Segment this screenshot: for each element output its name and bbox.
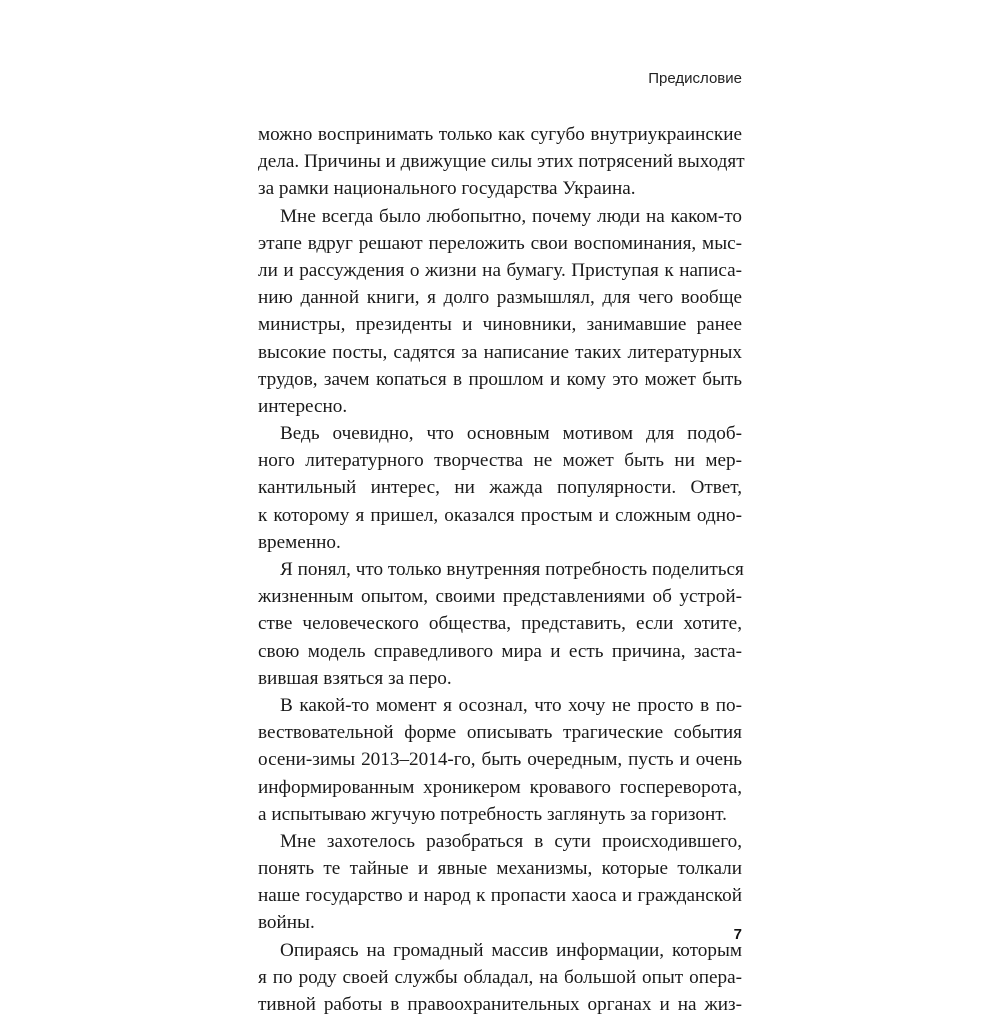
text-line: этапе вдруг решают переложить свои воспоминания, мыс- [258, 232, 742, 254]
paragraph [258, 203, 742, 421]
body-text [258, 121, 745, 1018]
text-line: высокие посты, садятся за написание таких литературных [258, 341, 742, 363]
text-line: ного литературного творчества не может быть ни мер- [258, 450, 742, 472]
paragraph [258, 692, 742, 828]
text-line: кантильный интерес, ни жажда популярности. Ответ, [258, 477, 742, 499]
text-line: трудов, зачем копаться в прошлом и кому это может быть [258, 368, 742, 390]
paragraph [258, 121, 745, 203]
text-line: ли и рассуждения о жизни на бумагу. Приступая к написа- [258, 259, 742, 281]
text-line: Мне всегда было любопытно, почему люди на каком-то [280, 205, 742, 227]
text-line: а испытываю жгучую потребность заглянуть за горизонт. [258, 803, 727, 825]
paragraph [258, 828, 742, 937]
text-line: понять те тайные и явные механизмы, которые толкали [258, 858, 742, 880]
text-line: Опираясь на громадный массив информации, которым [280, 939, 742, 961]
text-line: вившая взяться за перо. [258, 667, 452, 689]
text-line: жизненным опытом, своими представлениями об устрой- [258, 586, 742, 608]
text-line: я по роду своей службы обладал, на большой опыт опера- [258, 966, 742, 988]
text-line: информированным хроникером кровавого госпереворота, [258, 776, 742, 798]
text-line: можно воспринимать только как сугубо внутриукраинские [258, 124, 742, 145]
text-line: нию данной книги, я долго размышлял, для чего вообще [258, 287, 742, 309]
text-line: интересно. [258, 395, 348, 417]
text-line: войны. [258, 912, 315, 934]
text-line: свою модель справедливого мира и есть причина, заста- [258, 640, 742, 662]
text-line: В какой-то момент я осознал, что хочу не просто в по- [280, 694, 742, 716]
text-line: вествовательной форме описывать трагические события [258, 722, 742, 744]
paragraph [258, 420, 742, 556]
paragraph [258, 937, 742, 1018]
running-head: Предисловие [648, 70, 742, 87]
text-line: Ведь очевидно, что основным мотивом для подоб- [280, 423, 742, 445]
paragraph [258, 556, 742, 692]
text-line: временно. [258, 531, 341, 553]
text-line: тивной работы в правоохранительных органах и на жиз- [258, 994, 742, 1015]
text-line: Я понял, что только внутренняя потребность поделиться [280, 559, 744, 580]
text-line: осени-зимы 2013–2014-го, быть очередным, пусть и очень [258, 749, 742, 771]
text-line: наше государство и народ к пропасти хаоса и гражданской [258, 885, 742, 907]
text-line: к которому я пришел, оказался простым и сложным одно- [258, 504, 742, 526]
text-line: министры, президенты и чиновники, занимавшие ранее [258, 314, 742, 336]
page-number: 7 [733, 926, 742, 943]
text-line: дела. Причины и движущие силы этих потрясений выходят [258, 151, 745, 173]
text-line: Мне захотелось разобраться в сути происходившего, [280, 830, 742, 852]
text-line: стве человеческого общества, представить, если хотите, [258, 613, 742, 635]
text-line: за рамки национального государства Украина. [258, 178, 636, 200]
